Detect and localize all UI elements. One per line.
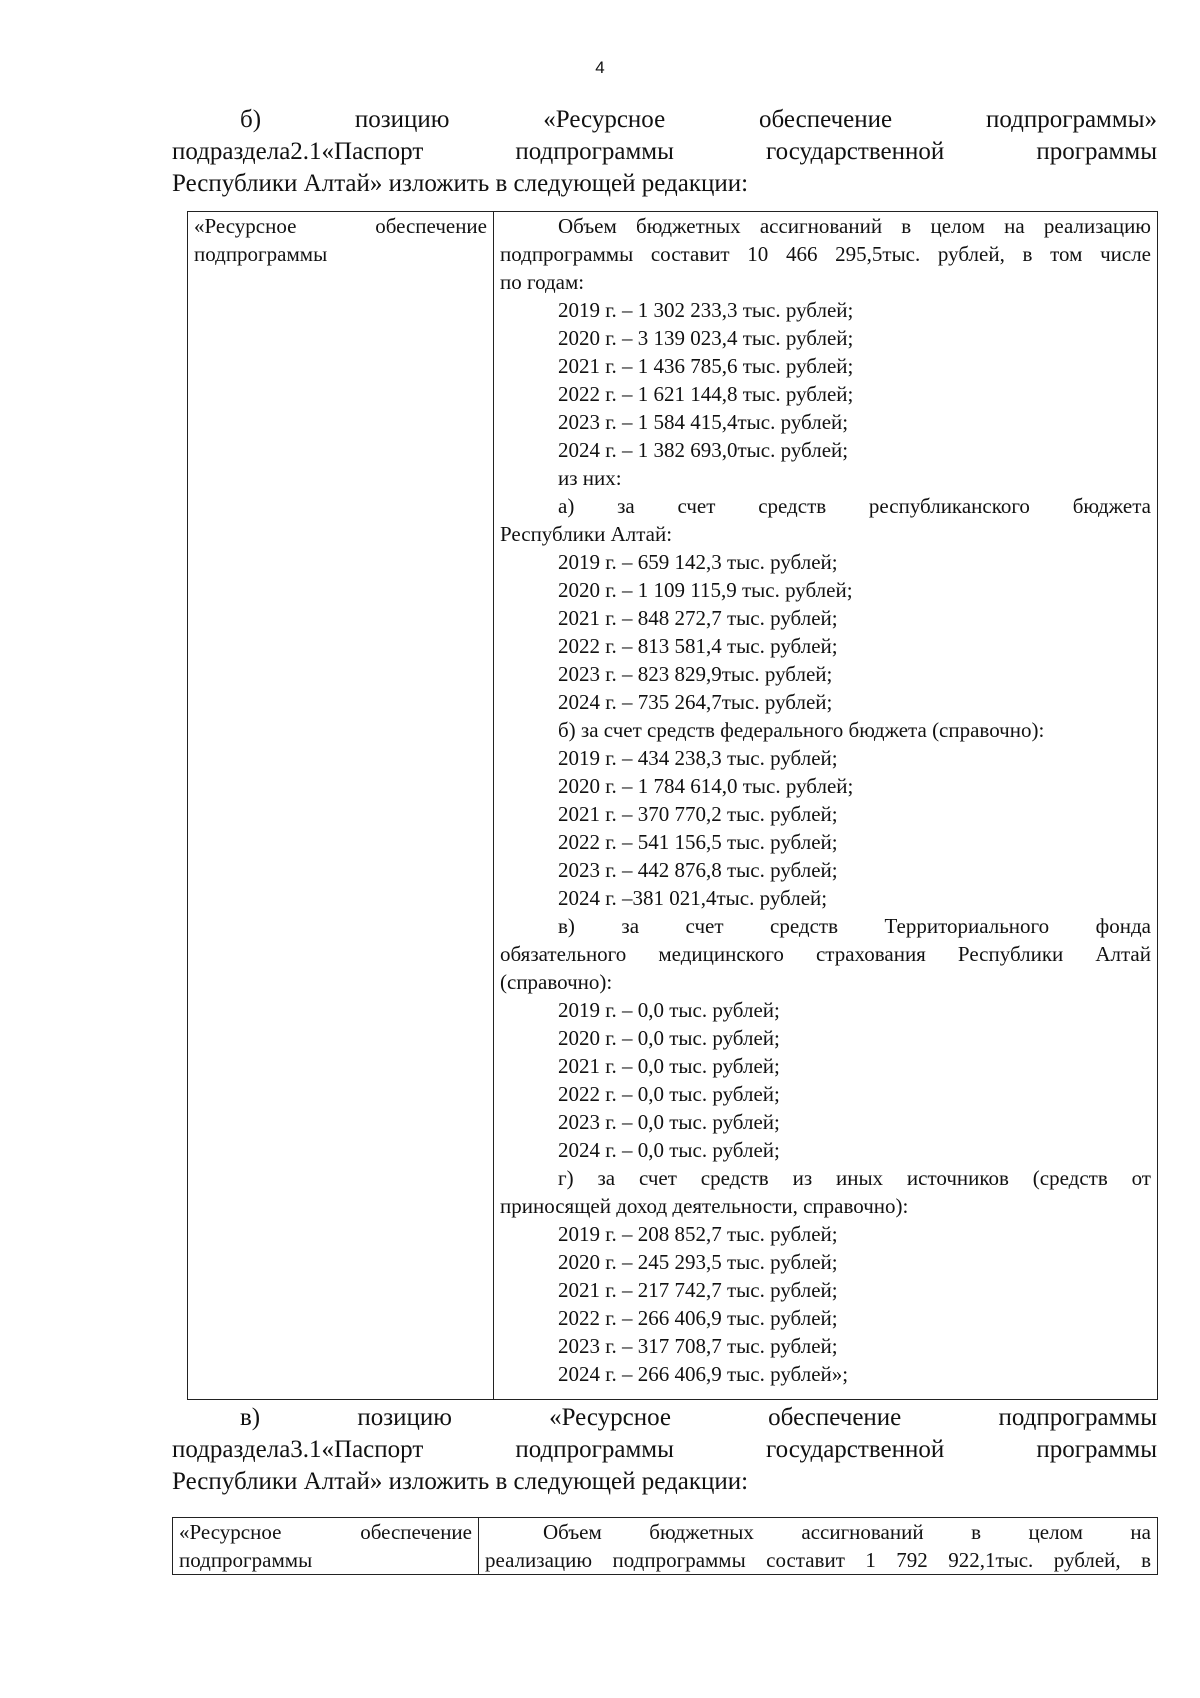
table2-left-line-1: «Ресурсное обеспечение bbox=[179, 1520, 472, 1544]
resource-table-2 bbox=[172, 1517, 1158, 1575]
table1-intro-line-1: Объем бюджетных ассигнований в целом на реализацию bbox=[558, 214, 1151, 238]
table1-intro-line-2: подпрограммы составит 10 466 295,5тыс. рублей, в том числе bbox=[500, 242, 1151, 266]
page-number: 4 bbox=[595, 58, 605, 77]
a-2021: 2021 г. – 848 272,7 тыс. рублей; bbox=[558, 606, 838, 630]
table2-right-line-1: Объем бюджетных ассигнований в целом на bbox=[543, 1520, 1151, 1544]
b-2024: 2024 г. –381 021,4тыс. рублей; bbox=[558, 886, 828, 910]
b-2020: 2020 г. – 1 784 614,0 тыс. рублей; bbox=[558, 774, 854, 798]
paragraph-b bbox=[172, 104, 1157, 200]
iz-nih-label: из них: bbox=[558, 466, 622, 490]
g-2023: 2023 г. – 317 708,7 тыс. рублей; bbox=[558, 1334, 838, 1358]
paragraph-v-line-2: подраздела3.1«Паспорт подпрограммы государственной программы bbox=[172, 1436, 1157, 1463]
paragraph-v-line-1: в) позицию «Ресурсное обеспечение подпрограммы bbox=[240, 1404, 1157, 1431]
total-2019: 2019 г. – 1 302 233,3 тыс. рублей; bbox=[558, 298, 854, 322]
paragraph-v-line-3: Республики Алтай» изложить в следующей редакции: bbox=[172, 1468, 749, 1495]
total-2024: 2024 г. – 1 382 693,0тыс. рублей; bbox=[558, 438, 849, 462]
g-2020: 2020 г. – 245 293,5 тыс. рублей; bbox=[558, 1250, 838, 1274]
section-g-line-1: г) за счет средств из иных источников (средств от bbox=[558, 1166, 1151, 1190]
v-2020: 2020 г. – 0,0 тыс. рублей; bbox=[558, 1026, 780, 1050]
v-2019: 2019 г. – 0,0 тыс. рублей; bbox=[558, 998, 780, 1022]
paragraph-b-line-1: б) позицию «Ресурсное обеспечение подпрограммы» bbox=[240, 106, 1157, 133]
table2-right-line-2: реализацию подпрограммы составит 1 792 922,1тыс. рублей, в bbox=[485, 1548, 1151, 1572]
a-2022: 2022 г. – 813 581,4 тыс. рублей; bbox=[558, 634, 838, 658]
b-2022: 2022 г. – 541 156,5 тыс. рублей; bbox=[558, 830, 838, 854]
table2-right-cell bbox=[479, 1518, 1158, 1575]
table1-left-line-2: подпрограммы bbox=[194, 242, 328, 266]
section-a-line-2: Республики Алтай: bbox=[500, 522, 673, 546]
v-2023: 2023 г. – 0,0 тыс. рублей; bbox=[558, 1110, 780, 1134]
b-2023: 2023 г. – 442 876,8 тыс. рублей; bbox=[558, 858, 838, 882]
v-2022: 2022 г. – 0,0 тыс. рублей; bbox=[558, 1082, 780, 1106]
table1-intro-line-3: по годам: bbox=[500, 270, 585, 294]
a-2023: 2023 г. – 823 829,9тыс. рублей; bbox=[558, 662, 833, 686]
section-g-line-2: приносящей доход деятельности, справочно): bbox=[500, 1194, 909, 1218]
paragraph-b-line-3: Республики Алтай» изложить в следующей редакции: bbox=[172, 170, 749, 197]
table2-left-line-2: подпрограммы bbox=[179, 1548, 313, 1572]
section-b-line-1: б) за счет средств федерального бюджета (справочно): bbox=[558, 718, 1045, 742]
a-2024: 2024 г. – 735 264,7тыс. рублей; bbox=[558, 690, 833, 714]
table1-left-line-1: «Ресурсное обеспечение bbox=[194, 214, 487, 238]
paragraph-v bbox=[172, 1402, 1157, 1498]
total-2022: 2022 г. – 1 621 144,8 тыс. рублей; bbox=[558, 382, 854, 406]
a-2019: 2019 г. – 659 142,3 тыс. рублей; bbox=[558, 550, 838, 574]
total-2020: 2020 г. – 3 139 023,4 тыс. рублей; bbox=[558, 326, 854, 350]
b-2021: 2021 г. – 370 770,2 тыс. рублей; bbox=[558, 802, 838, 826]
table1-left-cell bbox=[188, 212, 494, 1400]
total-2021: 2021 г. – 1 436 785,6 тыс. рублей; bbox=[558, 354, 854, 378]
v-2024: 2024 г. – 0,0 тыс. рублей; bbox=[558, 1138, 780, 1162]
g-2024: 2024 г. – 266 406,9 тыс. рублей»; bbox=[558, 1362, 849, 1386]
total-2023: 2023 г. – 1 584 415,4тыс. рублей; bbox=[558, 410, 849, 434]
paragraph-b-line-2: подраздела2.1«Паспорт подпрограммы государственной программы bbox=[172, 138, 1157, 165]
v-2021: 2021 г. – 0,0 тыс. рублей; bbox=[558, 1054, 780, 1078]
section-a-line-1: а) за счет средств республиканского бюджета bbox=[558, 494, 1151, 518]
table1-right-cell bbox=[494, 212, 1158, 1400]
section-v-line-3: (справочно): bbox=[500, 970, 613, 994]
section-v-line-1: в) за счет средств Территориального фонда bbox=[558, 914, 1151, 938]
section-v-line-2: обязательного медицинского страхования Республики Алтай bbox=[500, 942, 1151, 966]
g-2019: 2019 г. – 208 852,7 тыс. рублей; bbox=[558, 1222, 838, 1246]
resource-table-1 bbox=[187, 211, 1158, 1400]
table2-left-cell bbox=[173, 1518, 479, 1575]
b-2019: 2019 г. – 434 238,3 тыс. рублей; bbox=[558, 746, 838, 770]
g-2021: 2021 г. – 217 742,7 тыс. рублей; bbox=[558, 1278, 838, 1302]
a-2020: 2020 г. – 1 109 115,9 тыс. рублей; bbox=[558, 578, 853, 602]
g-2022: 2022 г. – 266 406,9 тыс. рублей; bbox=[558, 1306, 838, 1330]
